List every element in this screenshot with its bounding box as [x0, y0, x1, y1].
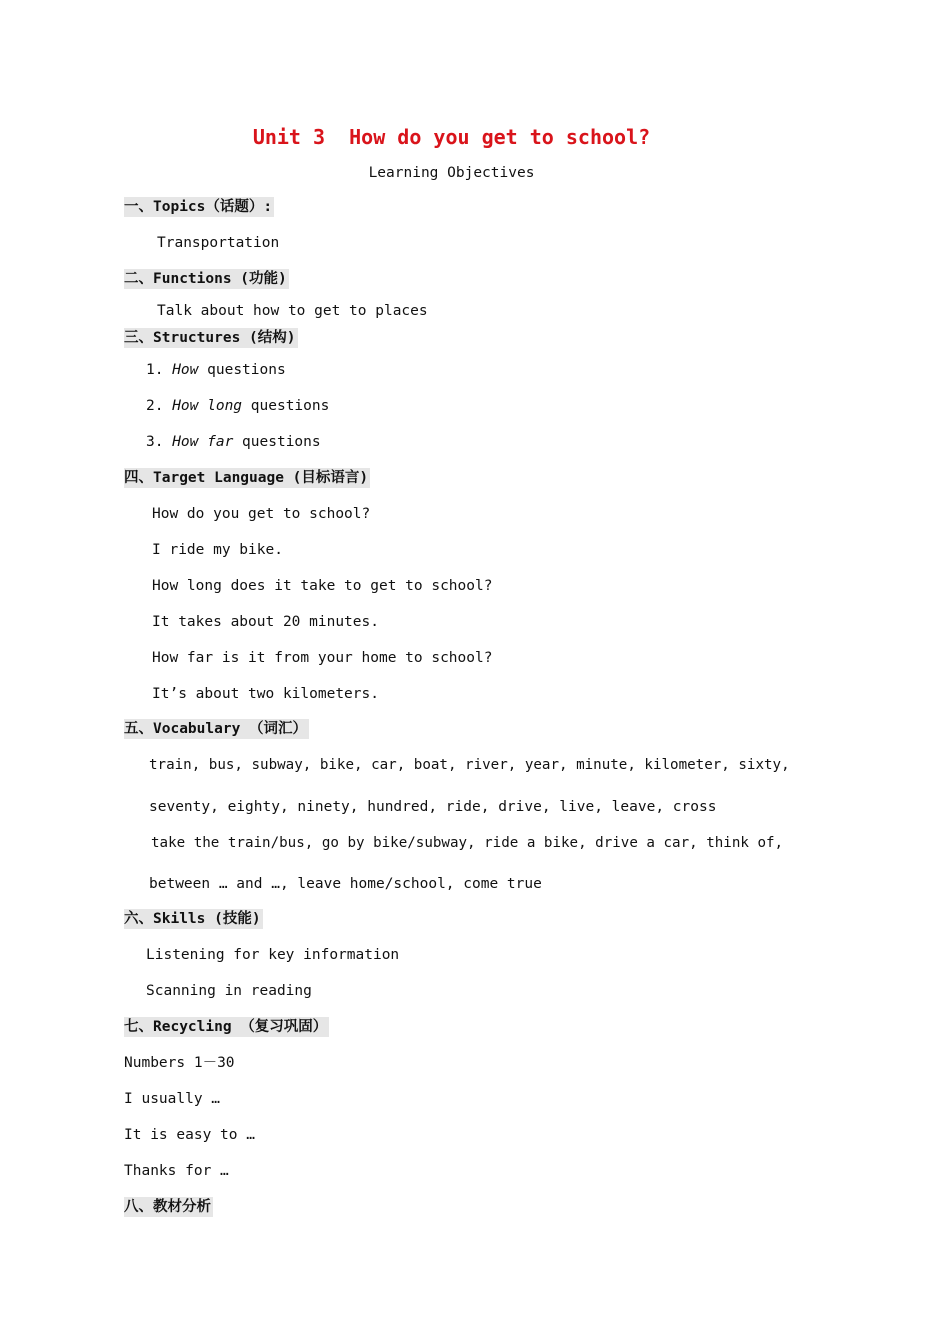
list-item: It’s about two kilometers.	[152, 686, 379, 702]
section-heading-target-language: 四、Target Language (目标语言)	[124, 470, 369, 486]
section-heading-topics: 一、Topics（话题）:	[124, 199, 273, 215]
list-item: Listening for key information	[146, 947, 400, 963]
vocabulary-line: between … and …, leave home/school, come true	[149, 876, 542, 892]
list-item: Talk about how to get to places	[157, 303, 428, 319]
section-heading-recycling: 七、Recycling （复习巩固）	[124, 1019, 328, 1035]
section-heading-vocabulary: 五、Vocabulary （词汇）	[124, 721, 308, 737]
list-item: I ride my bike.	[152, 542, 283, 558]
list-item: It takes about 20 minutes.	[152, 614, 379, 630]
item-rest: questions	[233, 434, 321, 450]
list-item	[146, 396, 329, 416]
vocabulary-line: train, bus, subway, bike, car, boat, river, year, minute, kilometer, sixty,	[149, 757, 790, 773]
list-item	[146, 360, 286, 380]
vocabulary-line: take the train/bus, go by bike/subway, ride a bike, drive a car, think of,	[151, 835, 784, 851]
list-item: Thanks for …	[124, 1163, 229, 1179]
list-item: Scanning in reading	[146, 983, 312, 999]
list-item	[146, 432, 321, 452]
section-heading-analysis: 八、教材分析	[124, 1199, 211, 1215]
vocabulary-line: seventy, eighty, ninety, hundred, ride, drive, live, leave, cross	[149, 799, 717, 815]
item-italic: How far	[172, 434, 234, 450]
section-heading-functions: 二、Functions (功能)	[124, 271, 287, 287]
list-item: It is easy to …	[124, 1127, 255, 1143]
item-italic: How	[172, 362, 199, 378]
section-heading-skills: 六、Skills (技能)	[124, 911, 261, 927]
list-item: Numbers 1－30	[124, 1055, 235, 1071]
list-item: I usually …	[124, 1091, 221, 1107]
item-number: 2.	[146, 398, 164, 414]
section-heading-structures: 三、Structures (结构)	[124, 330, 296, 346]
list-item: Transportation	[157, 235, 280, 251]
item-rest: questions	[198, 362, 286, 378]
list-item: How do you get to school?	[152, 506, 371, 522]
item-number: 1.	[146, 362, 164, 378]
document-subtitle: Learning Objectives	[368, 165, 535, 181]
list-item: How far is it from your home to school?	[152, 650, 493, 666]
item-italic: How long	[172, 398, 243, 414]
item-number: 3.	[146, 434, 164, 450]
document-title: Unit 3 How do you get to school?	[252, 125, 651, 149]
item-rest: questions	[242, 398, 330, 414]
list-item: How long does it take to get to school?	[152, 578, 493, 594]
